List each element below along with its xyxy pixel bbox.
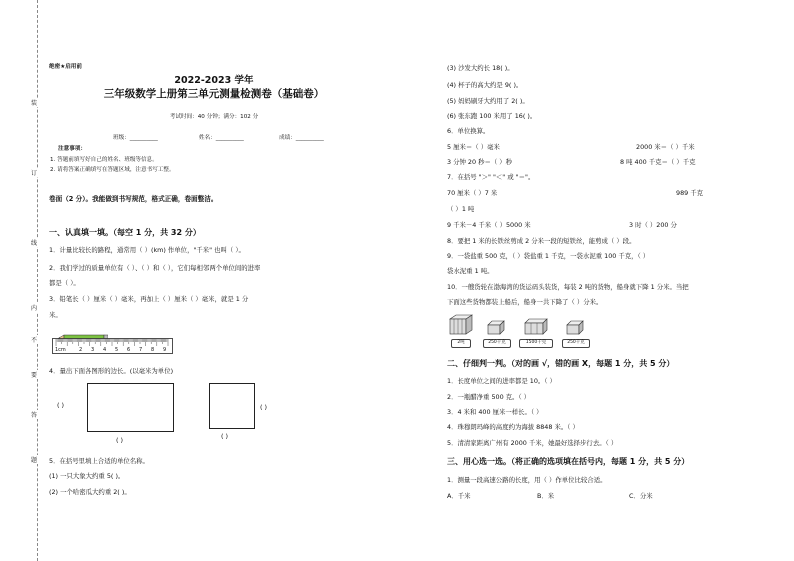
square-figure [209,383,255,429]
section2-heading: 二、仔细判一判。（对的画 √，错的画 X，每题 1 分，共 5 分） [447,359,675,368]
question-7: 7．在括号 "＞" "＜" 或 "＝"。 [447,173,535,181]
ruler-number: 2 [79,347,83,353]
question-5-6: (6) 张东跑 100 米用了 16( )。 [447,112,537,120]
exam-info: 考试时间：40 分钟；满分：102 分 [169,114,259,120]
binding-char: 不 [30,337,37,344]
answer-blank[interactable]: ( ) [116,436,124,444]
judge-item: 5．清清家距离广州有 2000 千米，她最好选择步行去。（ ） [447,439,618,447]
cargo-weight-label: 250千克 [562,339,590,348]
binding-char: 订 [30,170,37,177]
cargo-box-icon [566,320,584,335]
question-8: 8．要把 1 米的长铁丝剪成 2 分米一段的短铁丝，能剪成（ ）段。 [447,237,636,245]
answer-blank[interactable]: ( ) [221,432,229,440]
cargo-container-icon [448,313,474,335]
answer-blank[interactable]: ( ) [260,403,268,411]
choice-option-b[interactable]: B．米 [537,492,555,500]
ruler-number: 4 [103,347,107,353]
question-5-3: (3) 沙发大约长 18( )。 [447,64,514,72]
question-5-2: (2) 一个哈密瓜大约重 2( )。 [49,488,131,496]
ruler-label: 1cm [55,347,66,353]
cargo-weight-label: 250千克 [483,339,511,348]
ruler-number: 8 [151,347,155,353]
judge-item: 1．长度单位之间的进率都是 10。（ ） [447,377,556,385]
judge-item: 2．一瓶醋净重 500 克。（ ） [447,393,531,401]
section3-heading: 三、用心选一选。（将正确的选项填在括号内，每题 1 分，共 5 分） [447,457,690,466]
binding-char: 要 [30,372,37,379]
compare-item: 70 厘米（ ）7 米 [447,189,498,197]
neatness-line: 卷面（2 分）。我能做到书写规范，格式正确，卷面整洁。 [49,195,218,203]
question-5-1: (1) 一只大象大约重 5( )。 [49,472,125,480]
binding-char: 答 [30,412,37,419]
cargo-weight-label: 2吨 [451,339,471,348]
question-2-cont: 都是（ ）。 [49,279,80,287]
judge-item: 4．珠穆朗玛峰的高度约为海拔 8848 米。（ ） [447,423,579,431]
note-item: 2. 请将答案正确填写在答题区域，注意书写工整。 [50,167,175,173]
compare-item: 989 千克 [676,189,704,197]
answer-blank[interactable]: ( ) [57,401,65,409]
choice-option-c[interactable]: C．分米 [629,492,653,500]
question-2: 2．我们学过的质量单位有（ ）、（ ）和（ ），它们每相邻两个单位间的进率 [49,264,261,272]
notes-title: 注意事项： [58,146,86,152]
compare-item: （ ）1 吨 [447,205,475,213]
ruler-number: 5 [115,347,119,353]
question-5: 5．在括号里填上合适的单位名称。 [49,457,149,465]
section1-heading: 一、认真填一填。（每空 1 分，共 32 分） [49,228,201,237]
conversion-item: 3 分钟 20 秒＝（ ）秒 [447,158,513,166]
score-field[interactable]: 成绩：__________ [279,135,324,141]
cargo-box-icon [487,320,505,335]
ruler-number: 6 [127,347,131,353]
question-9: 9．一袋盐重 500 克，（ ）袋盐重 1 千克，一袋水泥重 100 千克，（ ） [447,252,650,260]
question-10-cont: 下面这些货物都装上船后，船身一共下降了（ ）分米。 [447,298,603,306]
binding-char: 线 [30,240,37,247]
cargo-crate-icon [524,318,548,335]
question-3-cont: 米。 [49,311,62,319]
secret-label: 绝密★启用前 [49,64,82,70]
compare-item: 9 千米－4 千米（ ）5000 米 [447,221,531,229]
question-3: 3．铅笔长（ ）厘米（ ）毫米，再加上（ ）厘米（ ）毫米，就是 1 分 [49,295,249,303]
ruler-number: 7 [139,347,143,353]
question-6: 6．单位换算。 [447,127,490,135]
ruler-number: 3 [91,347,95,353]
question-5-5: (5) 妈妈刷牙大约用了 2( )。 [447,97,529,105]
conversion-item: 5 厘米＝（ ）毫米 [447,143,500,151]
binding-char: 内 [30,305,37,312]
ruler [52,338,173,354]
compare-item: 3 时（ ）200 分 [629,221,677,229]
rectangle-figure [87,383,174,432]
binding-char: 装 [30,100,37,107]
choice-question: 1．测量一段高速公路的长度，用（ ）作单位比较合适。 [447,476,607,484]
conversion-item: 8 吨 400 千克＝（ ）千克 [620,158,696,166]
conversion-item: 2000 米＝（ ）千米 [636,143,695,151]
question-1: 1．计量比较长的路程，通常用（ ）(km) 作单位，"千米" 也叫（ ）。 [49,246,245,254]
exam-year: 2022-2023 学年 [174,75,254,86]
class-field[interactable]: 班级：__________ [113,135,158,141]
choice-option-a[interactable]: A．千米 [447,492,471,500]
question-4: 4．量出下面各图形的边长。(以毫米为单位) [49,367,174,375]
note-item: 1. 答题前填写好自己的姓名、班级等信息。 [50,157,158,163]
pencil-figure [58,328,108,337]
name-field[interactable]: 姓名：__________ [199,135,244,141]
question-5-4: (4) 杯子的高大约是 9( )。 [447,81,523,89]
exam-title: 三年级数学上册第三单元测量检测卷（基础卷） [103,88,325,100]
judge-item: 3．4 米和 400 厘米一样长。（ ） [447,408,543,416]
cargo-weight-label: 1500千克 [519,339,553,348]
question-10: 10．一艘货轮在渤海湾的货运码头装货，每装 2 吨的货物，船身就下降 1 分米。当把 [447,283,689,291]
binding-char: 题 [30,457,37,464]
question-9-cont: 袋水泥重 1 吨。 [447,267,494,275]
ruler-number: 9 [163,347,167,353]
